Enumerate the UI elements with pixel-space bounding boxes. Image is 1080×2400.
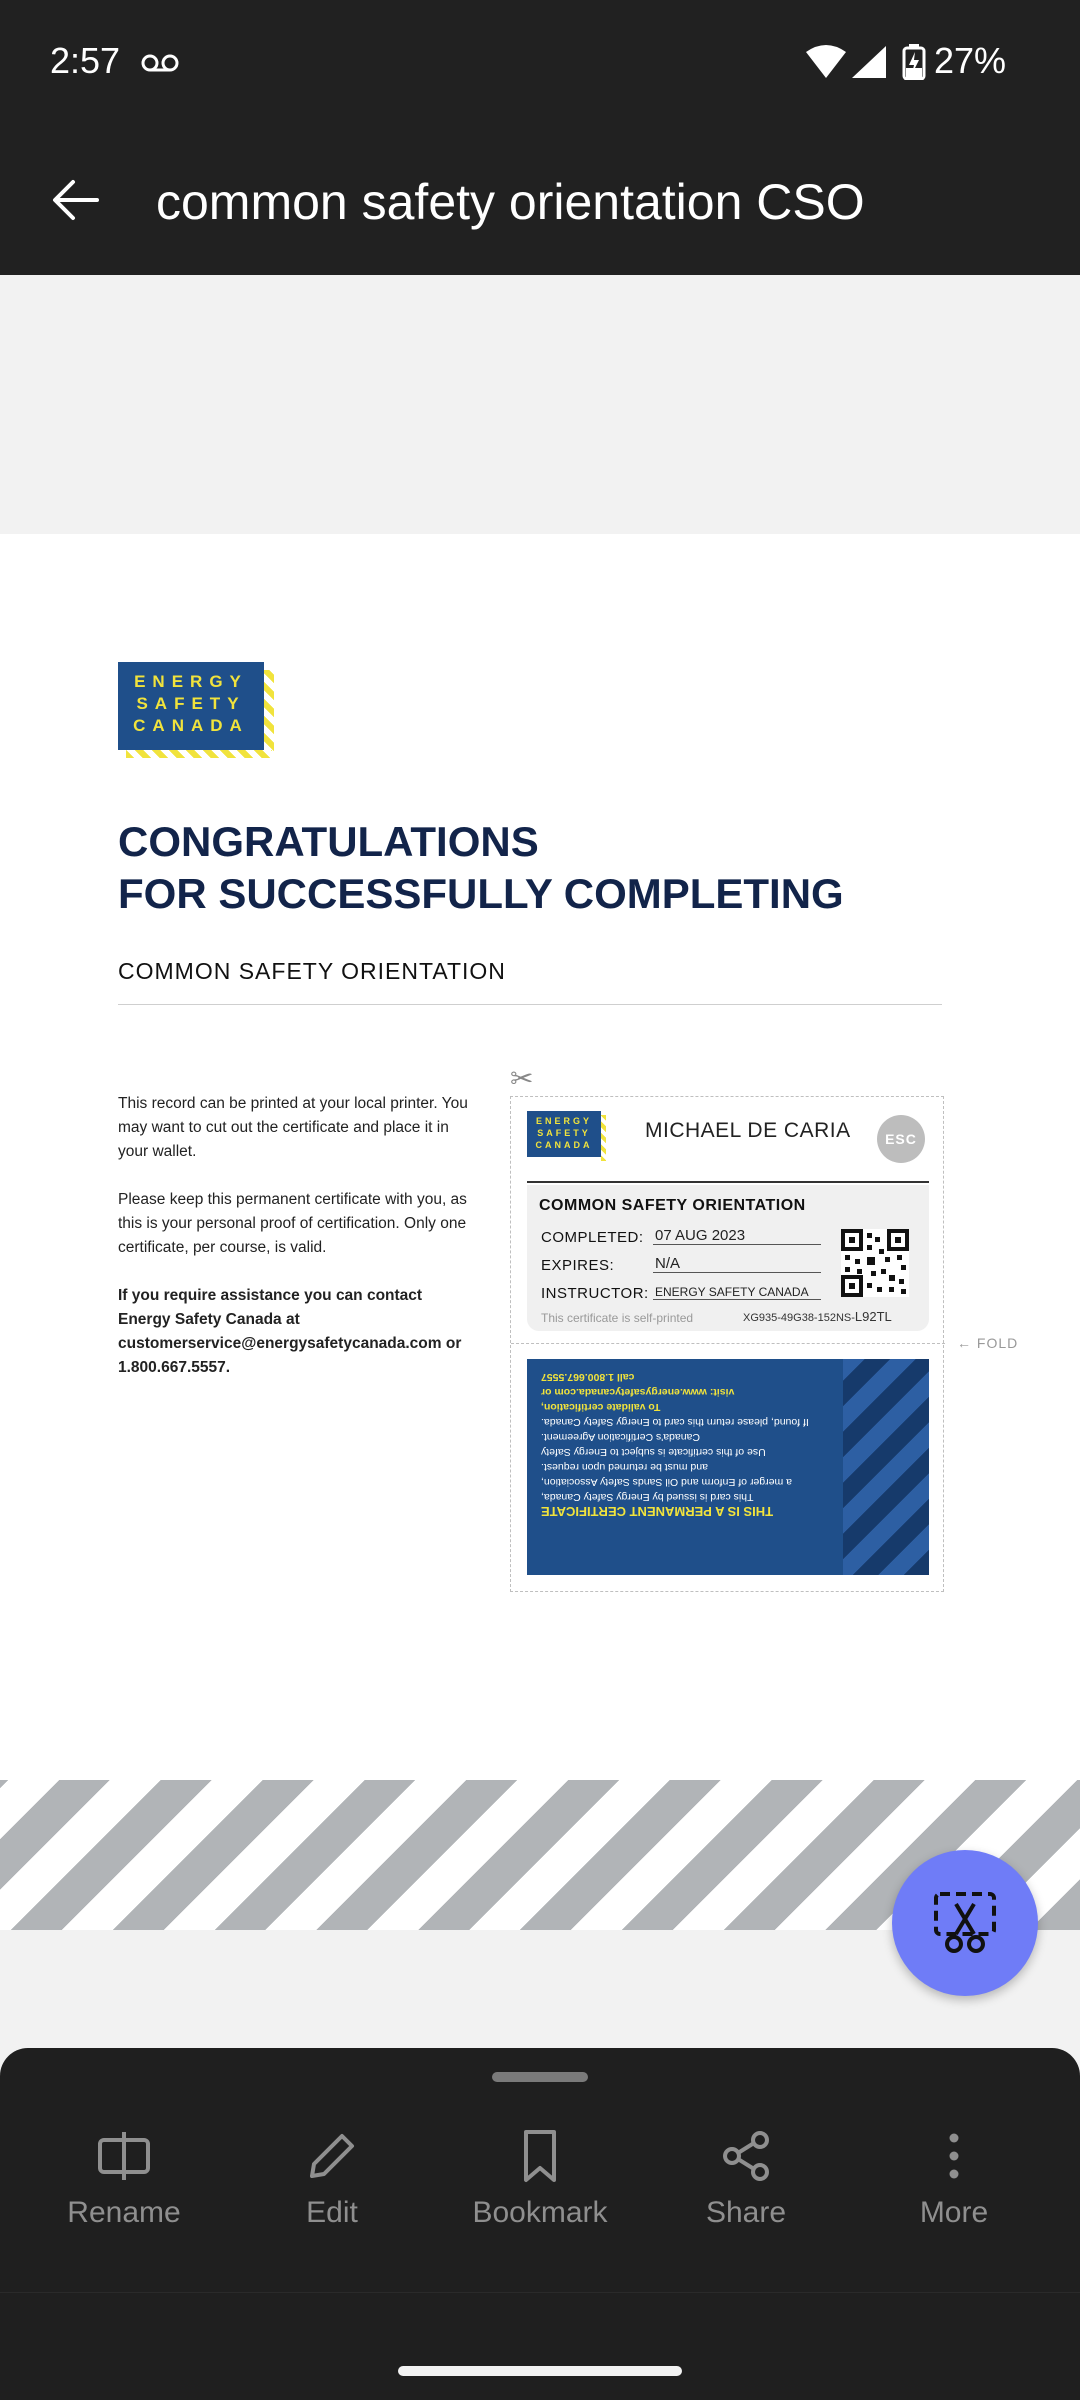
expires-value: N/A <box>653 1255 821 1273</box>
more-button[interactable] <box>854 2128 1054 2230</box>
fold-label: ← FOLD <box>957 1335 1019 1351</box>
instructions-paragraph: This record can be printed at your local printer. You may want to cut out the certificate and place it in your wallet. <box>118 1095 468 1160</box>
fold-line <box>511 1343 945 1344</box>
logo-line: ENERGY <box>134 672 248 691</box>
esc-seal-icon: ESC <box>877 1115 925 1163</box>
card-logo-line: CANADA <box>535 1140 593 1150</box>
wifi-icon <box>806 44 846 78</box>
card-back-line: Use of this certificate is subject to Energy Safety <box>541 1446 766 1458</box>
card-divider <box>527 1181 929 1183</box>
rename-icon <box>96 2128 152 2184</box>
instructions-paragraph: Please keep this permanent certificate with you, as this is your personal proof of certification. Only one certificate, per course, is valid. <box>118 1191 467 1256</box>
card-back-line: and must be returned upon request. <box>541 1461 708 1473</box>
card-back-line: a merger of Enform and Oil Sands Safety Association, <box>541 1476 792 1488</box>
certificate-code-prefix: XG935-49G38-152NS- <box>743 1312 855 1324</box>
scissors-icon: ✂ <box>510 1063 534 1094</box>
certificate-holder-name: MICHAEL DE CARIA <box>645 1119 851 1142</box>
card-logo <box>527 1111 605 1161</box>
certificate-code-suffix: L92TL <box>854 1309 892 1324</box>
card-back-line: To validate certification, <box>541 1401 661 1413</box>
more-vertical-icon <box>926 2128 982 2184</box>
certificate-card-front <box>527 1103 929 1331</box>
bookmark-label: Bookmark <box>472 2196 608 2229</box>
card-logo-line: ENERGY <box>535 1116 592 1126</box>
logo-line: SAFETY <box>136 694 246 713</box>
instructor-label: INSTRUCTOR: <box>541 1285 649 1302</box>
qr-code-icon <box>841 1229 909 1297</box>
heading-line: CONGRATULATIONS <box>118 818 539 865</box>
document-page[interactable] <box>0 534 1080 1930</box>
self-printed-note: This certificate is self-printed <box>541 1311 694 1325</box>
more-label: More <box>919 2196 989 2229</box>
screenshot-crop-fab[interactable] <box>892 1850 1038 1996</box>
contact-paragraph: If you require assistance you can contact Energy Safety Canada at customerservice@energysafetycanada.com or 1.800.667.5557. <box>118 1287 462 1376</box>
energy-safety-canada-logo <box>118 662 272 758</box>
bookmark-icon <box>512 2128 568 2184</box>
edit-label: Edit <box>306 2196 358 2229</box>
sheet-drag-handle[interactable] <box>492 2072 588 2082</box>
fold-label-text: FOLD <box>976 1335 1019 1351</box>
certificate-card-back <box>527 1359 929 1575</box>
divider <box>118 1004 942 1005</box>
card-back-line: Canada's Certification Agreement. <box>541 1431 701 1443</box>
card-back-stripes <box>843 1359 929 1575</box>
card-back-line: visit: www.energysafetycanada.com or <box>541 1386 735 1398</box>
status-bar <box>0 0 1080 125</box>
document-title: common safety orientation CSO <box>156 174 865 230</box>
bottom-action-sheet <box>0 2048 1080 2400</box>
gesture-nav-handle[interactable] <box>398 2366 682 2376</box>
rename-button[interactable] <box>24 2128 224 2230</box>
certificate-code <box>743 1309 892 1324</box>
pencil-icon <box>304 2128 360 2184</box>
sheet-divider <box>0 2292 1080 2293</box>
rename-label: Rename <box>67 2196 181 2229</box>
card-logo-line: SAFETY <box>537 1128 591 1138</box>
app-bar <box>0 125 1080 275</box>
logo-line: CANADA <box>133 716 249 735</box>
permanent-certificate-text: THIS IS A PERMANENT CERTIFICATE <box>541 1504 774 1519</box>
battery-charging-icon <box>902 44 926 80</box>
card-back-line: If found, please return this card to Energy Safety Canada. <box>541 1416 809 1428</box>
share-button[interactable] <box>646 2128 846 2230</box>
bookmark-button[interactable] <box>440 2128 640 2230</box>
instructor-value: ENERGY SAFETY CANADA <box>653 1285 821 1300</box>
card-course-title: COMMON SAFETY ORIENTATION <box>539 1197 806 1214</box>
voicemail-icon <box>140 52 180 74</box>
scissors-crop-icon <box>932 1890 998 1956</box>
back-button[interactable] <box>40 165 110 235</box>
heading-line: FOR SUCCESSFULLY COMPLETING <box>118 870 844 917</box>
course-title: COMMON SAFETY ORIENTATION <box>118 958 506 984</box>
status-time: 2:57 <box>50 40 121 81</box>
card-back-text <box>541 1369 841 1519</box>
completed-label: COMPLETED: <box>541 1229 644 1246</box>
instructions-text <box>118 1092 478 1404</box>
share-icon <box>718 2128 774 2184</box>
cell-signal-icon <box>852 46 886 78</box>
expires-label: EXPIRES: <box>541 1257 615 1274</box>
share-label: Share <box>705 2196 787 2229</box>
completed-value: 07 AUG 2023 <box>653 1227 821 1245</box>
congratulations-heading <box>118 816 844 920</box>
card-back-line: call 1.800.667.5557 <box>541 1371 635 1383</box>
wallet-certificate <box>510 1096 1019 1592</box>
battery-percent: 27% <box>934 40 1007 81</box>
edit-button[interactable] <box>232 2128 432 2230</box>
card-back-line: This card is issued by Energy Safety Canada, <box>541 1491 754 1503</box>
back-arrow-icon <box>51 178 99 222</box>
